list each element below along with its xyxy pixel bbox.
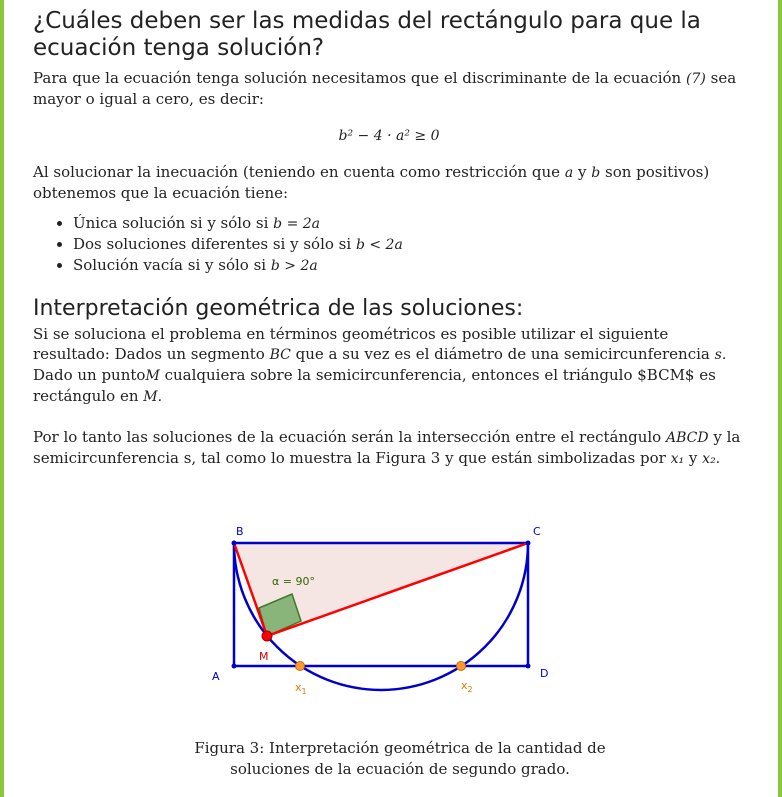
point-m bbox=[262, 631, 272, 641]
heading-geometric: Interpretación geométrica de las soluciones: bbox=[33, 296, 524, 321]
point-x2 bbox=[457, 662, 466, 671]
label-a: A bbox=[212, 670, 220, 683]
label-x1: $x_1$ bbox=[295, 681, 307, 696]
list-item: • Única solución si y sólo si b = 2a bbox=[73, 213, 745, 234]
figure-caption: Figura 3: Interpretación geométrica de la cantidad de soluciones de la ecuación de segundo grado. bbox=[194, 739, 606, 778]
equation-reference: (7) bbox=[686, 71, 706, 87]
solutions-list bbox=[33, 213, 745, 276]
list-item: • Dos soluciones diferentes si y sólo si b < 2a bbox=[73, 234, 745, 255]
angle-label: α = 90° bbox=[272, 575, 315, 588]
figure-canvas bbox=[170, 515, 590, 705]
point-x1 bbox=[296, 662, 305, 671]
heading-question: ¿Cuáles deben ser las medidas del rectángulo para que la ecuación tenga solución? bbox=[33, 8, 701, 61]
paragraph-intersection: Por lo tanto las soluciones de la ecuación serán la intersección entre el rectángulo ABCD y la semicircunferencia s, tal como lo muestra la Figura 3 y que están simbolizadas por x₁ y x₂. bbox=[33, 428, 741, 467]
label-c: C bbox=[533, 525, 541, 538]
label-d: D bbox=[540, 667, 549, 680]
point-c bbox=[526, 541, 531, 546]
label-m: M bbox=[259, 650, 269, 663]
list-item: • Solución vacía si y sólo si b > 2a bbox=[73, 255, 745, 276]
paragraph-discriminant: Para que la ecuación tenga solución necesitamos que el discriminante de la ecuación (7) sea mayor o igual a cero, es decir: bbox=[33, 69, 737, 108]
label-b: B bbox=[236, 525, 244, 538]
paragraph-inequation: Al solucionar la inecuación (teniendo en cuenta como restricción que a y b son positivos) obtenemos que la ecuación tiene: bbox=[33, 163, 710, 202]
point-d bbox=[526, 664, 531, 669]
label-x2: $x_2$ bbox=[461, 679, 473, 694]
document-body bbox=[33, 8, 745, 469]
paragraph-geometric-result: Si se soluciona el problema en términos geométricos es posible utilizar el siguiente resultado: Dados un segmento BC que a su vez es el diámetro de una semicircunferencia s. Dado un puntoM cualquiera sobre la semicircunferencia, entonces el triángulo $BCM$ es rectángulo en M. bbox=[33, 325, 727, 405]
discriminant-formula: b² − 4 · a² ≥ 0 bbox=[338, 128, 440, 144]
geometric-figure bbox=[170, 515, 590, 709]
point-b bbox=[232, 541, 237, 546]
point-a bbox=[232, 664, 237, 669]
